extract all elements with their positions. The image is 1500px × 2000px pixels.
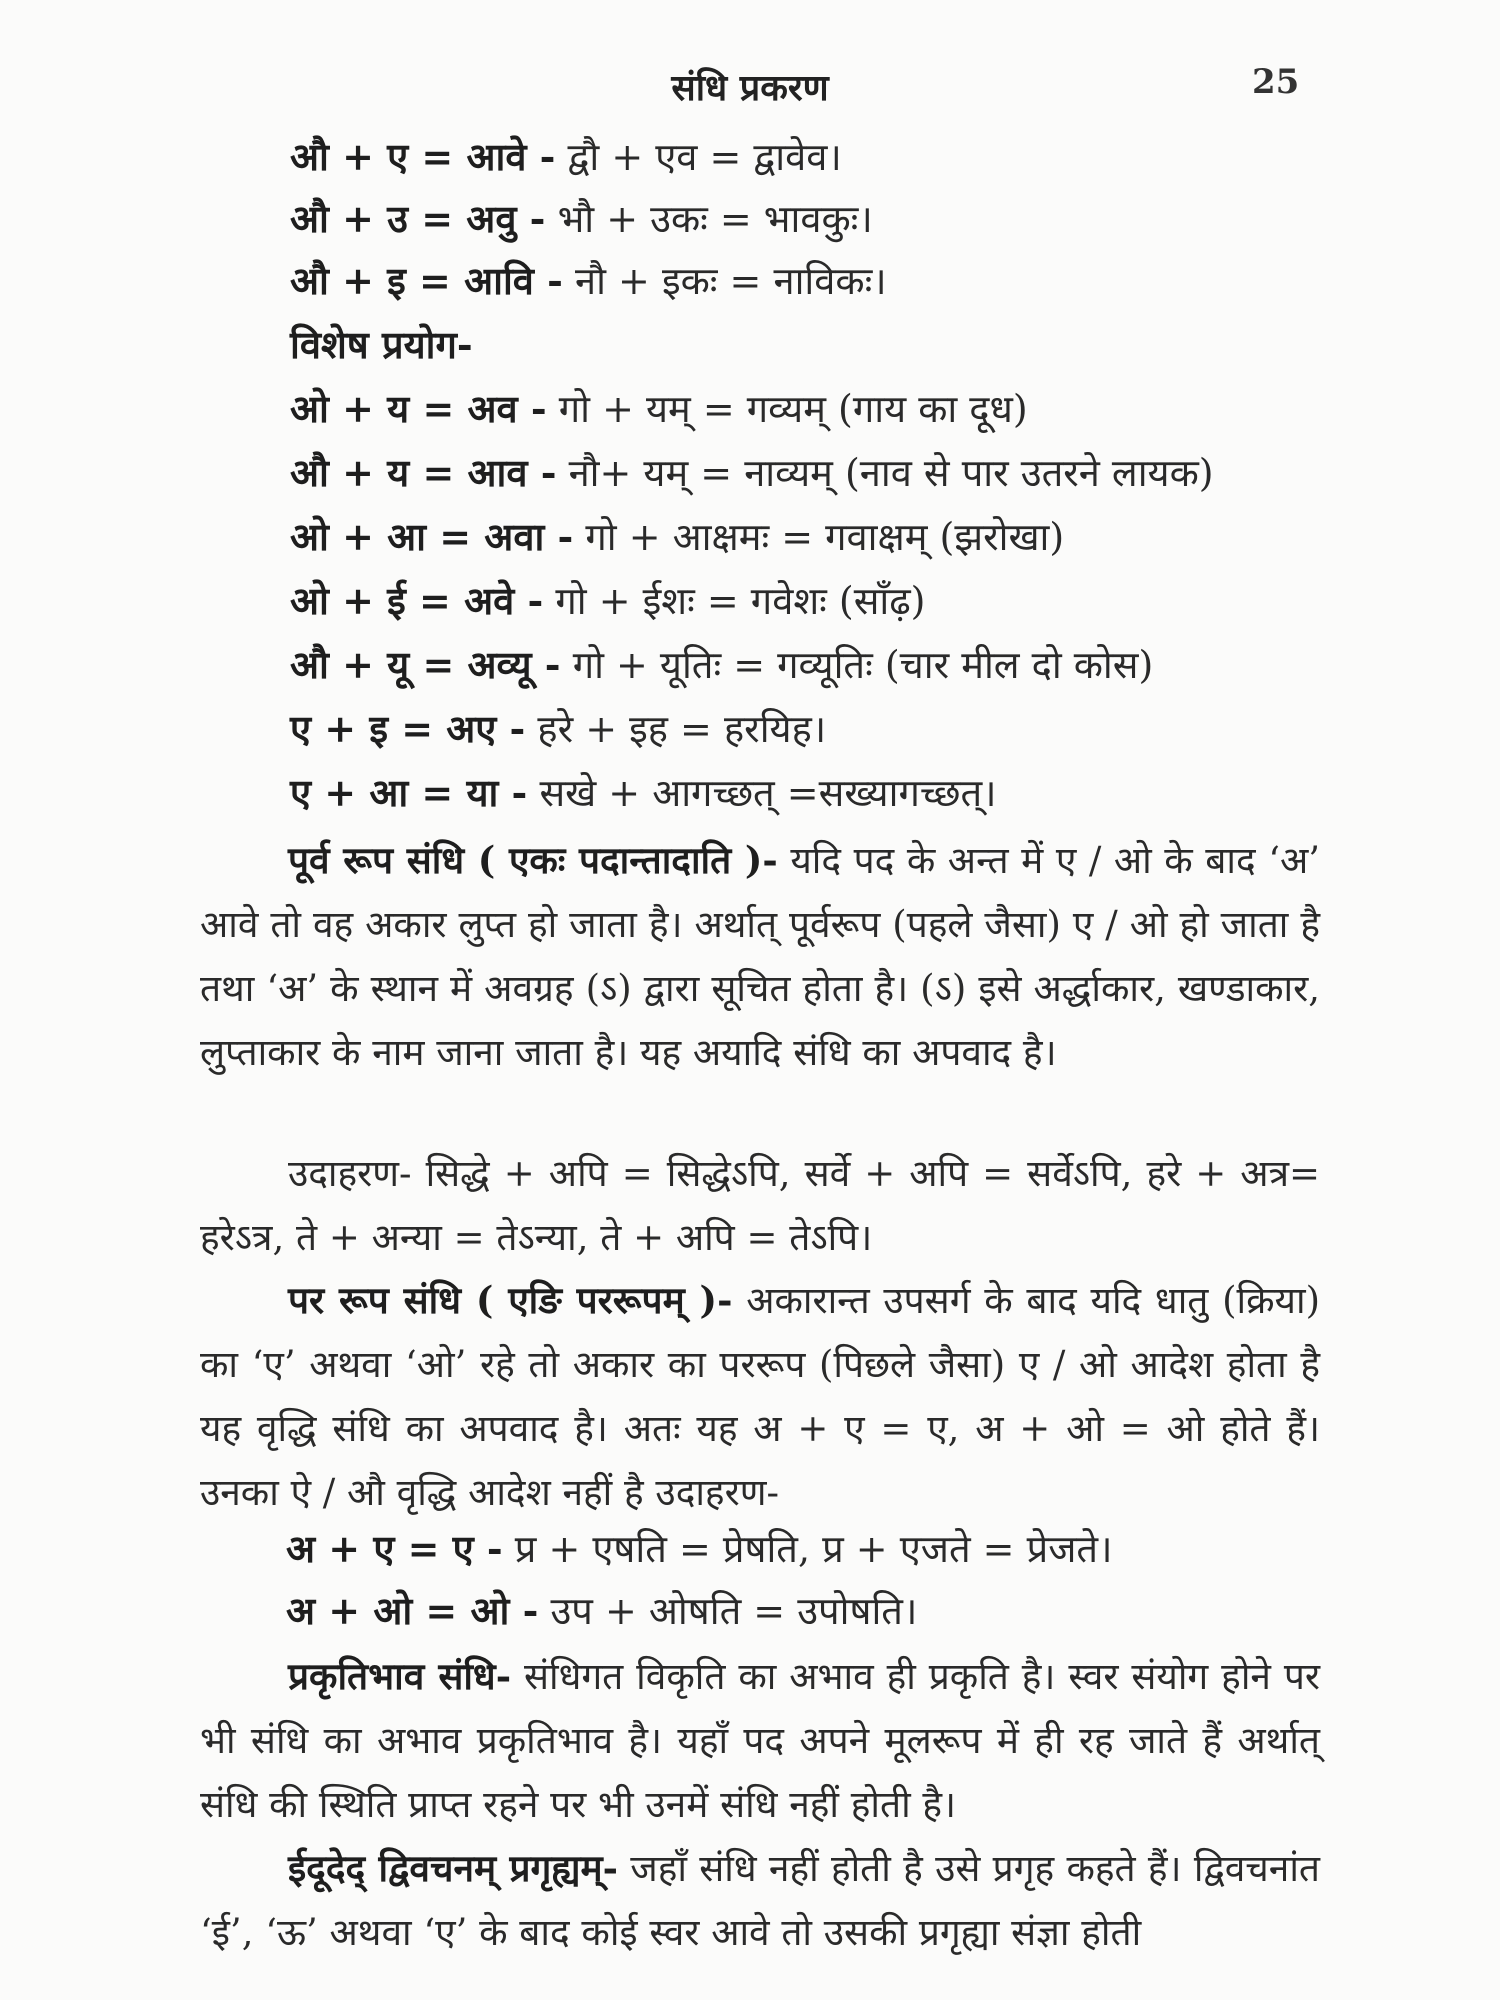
rule-line: [286, 1526, 1113, 1571]
rule-key: ओ + आ = अवा -: [290, 514, 574, 559]
page-header-title: संधि प्रकरण: [671, 67, 829, 109]
rule-example: गो + आक्षमः = गवाक्षम् (झरोखा): [585, 515, 1065, 559]
rule-example: प्र + एषति = प्रेषति, प्र + एजते = प्रेजते।: [514, 1527, 1113, 1571]
rule-key: औ + यू = अव्यू -: [290, 642, 561, 687]
rule-example: गो + ईशः = गवेशः (साँढ़): [555, 579, 926, 623]
section-heading: पूर्व रूप संधि ( एकः पदान्तादाति )-: [288, 838, 778, 882]
rule-example: नौ+ यम् = नाव्यम् (नाव से पार उतरने लायक): [568, 451, 1214, 495]
rule-line: [290, 258, 887, 303]
rule-key: ए + इ = अए -: [290, 706, 526, 751]
rule-key: औ + ए = आवे -: [290, 134, 556, 179]
rule-example: द्वौ + एव = द्वावेव।: [567, 135, 842, 179]
rule-example: उप + ओषति = उपोषति।: [550, 1589, 918, 1633]
rule-example: हरे + इह = हरयिह।: [537, 707, 827, 751]
rule-line: [290, 514, 1065, 559]
rule-line: [290, 134, 842, 179]
rule-example: गो + यम् = गव्यम् (गाय का दूध): [558, 387, 1028, 431]
section-heading: ईदूदेद् द्विवचनम् प्रगृह्यम्-: [288, 1846, 618, 1890]
rule-key: औ + उ = अवु -: [290, 196, 546, 241]
rule-line: [290, 196, 873, 241]
section-heading: पर रूप संधि ( एङि पररूपम् )-: [288, 1278, 733, 1322]
rule-line: [290, 386, 1028, 431]
page-number: 25: [1252, 62, 1300, 102]
rule-line: [290, 642, 1154, 687]
rule-key: ओ + य = अव -: [290, 386, 547, 431]
rule-key: अ + ए = ए -: [286, 1526, 503, 1571]
rule-example: गो + यूतिः = गव्यूतिः (चार मील दो कोस): [572, 643, 1154, 687]
rule-example: नौ + इकः = नाविकः।: [575, 259, 887, 303]
rule-key: औ + इ = आवि -: [290, 258, 563, 303]
rule-line: [290, 770, 997, 815]
special-usage-heading: विशेष प्रयोग-: [290, 322, 473, 367]
paragraph-text: जहाँ संधि नहीं होती है उसे प्रगृह कहते हैं। द्विवचनांत ‘ई’, ‘ऊ’ अथवा ‘ए’ के बाद कोई स्वर आवे तो उसकी प्रगृह्या संज्ञा होती: [200, 1847, 1320, 1954]
rule-key: ए + आ = या -: [290, 770, 528, 815]
paragraph-text: अकारान्त उपसर्ग के बाद यदि धातु (क्रिया) का ‘ए’ अथवा ‘ओ’ रहे तो अकार का पररूप (पिछले जैसा) ए / ओ आदेश होता है यह वृद्धि संधि का अपवाद है। अतः यह अ + ए = ए, अ + ओ = ओ होते हैं। उनका ऐ / औ वृद्धि आदेश नहीं है उदाहरण-: [200, 1279, 1321, 1514]
rule-line: [290, 578, 926, 623]
rule-key: औ + य = आव -: [290, 450, 557, 495]
rule-line: [286, 1588, 918, 1633]
section-heading: प्रकृतिभाव संधि-: [288, 1654, 512, 1698]
rule-key: ओ + ई = अवे -: [290, 578, 544, 623]
paragraph-text: संधिगत विकृति का अभाव ही प्रकृति है। स्वर संयोग होने पर भी संधि का अभाव प्रकृतिभाव है। यहाँ पद अपने मूलरूप में ही रह जाते हैं अर्थात् संधि की स्थिति प्राप्त रहने पर भी उनमें संधि नहीं होती है।: [200, 1655, 1321, 1826]
prakriti-bhava-paragraph: [200, 1644, 1320, 1837]
paragraph-text: यदि पद के अन्त में ए / ओ के बाद ‘अ’ आवे तो वह अकार लुप्त हो जाता है। अर्थात् पूर्वरूप (पहले जैसा) ए / ओ हो जाता है तथा ‘अ’ के स्थान में अवग्रह (ऽ) द्वारा सूचित होता है। (ऽ) इसे अर्द्धाकार, खण्डाकार, लुप्ताकार के नाम जाना जाता है। यह अयादि संधि का अपवाद है।: [200, 839, 1320, 1074]
par-roop-paragraph: [200, 1268, 1320, 1525]
purva-roop-paragraph: [200, 828, 1320, 1085]
rule-example: भौ + उकः = भावकुः।: [557, 197, 873, 241]
rule-key: अ + ओ = ओ -: [286, 1588, 539, 1633]
pragrihya-paragraph: [200, 1836, 1320, 1965]
rule-line: [290, 450, 1214, 495]
rule-line: [290, 706, 827, 751]
rule-example: सखे + आगच्छत् =सख्यागच्छत्।: [539, 771, 997, 815]
example-paragraph: उदाहरण- सिद्धे + अपि = सिद्धेऽपि, सर्वे + अपि = सर्वेऽपि, हरे + अत्र= हरेऽत्र, ते + अन्या = तेऽन्या, ते + अपि = तेऽपि।: [200, 1152, 1320, 1259]
